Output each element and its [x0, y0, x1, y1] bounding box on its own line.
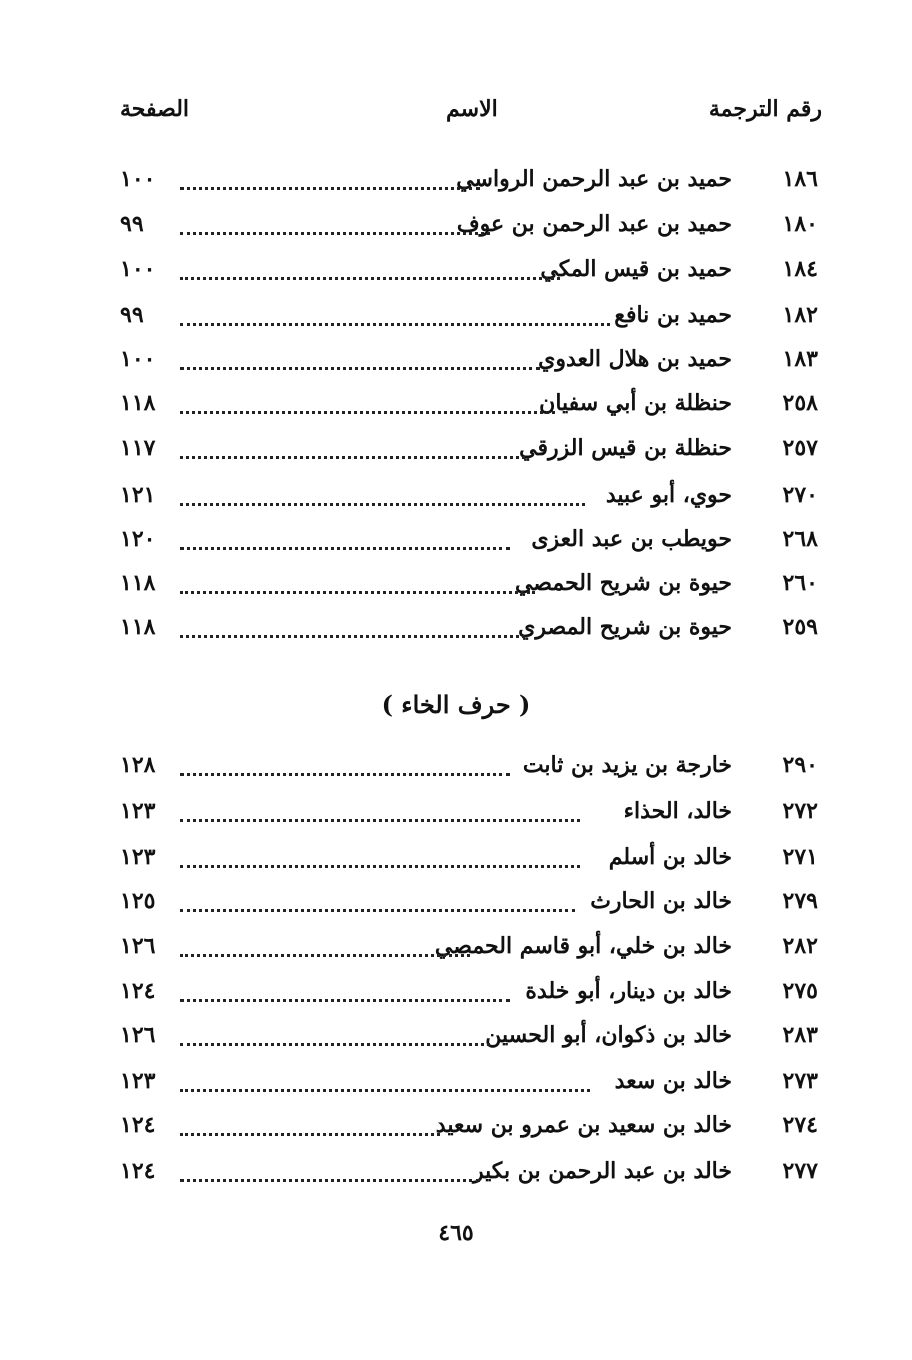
entry-number: ٢٦٨	[782, 526, 818, 552]
entry-page: ١٢٦	[120, 1022, 156, 1048]
entry-name: خالد بن عبد الرحمن بن بكير	[473, 1158, 732, 1184]
index-row	[0, 482, 912, 522]
entry-page: ١٢١	[120, 482, 156, 508]
leader-dots	[180, 769, 510, 776]
entry-page: ١٢٤	[120, 978, 156, 1004]
entry-page: ١١٧	[120, 435, 156, 461]
index-row	[0, 1158, 912, 1198]
entry-page: ١١٨	[120, 390, 156, 416]
entry-name: حميد بن عبد الرحمن الرواسي	[456, 166, 732, 192]
index-row	[0, 1022, 912, 1062]
leader-dots	[180, 1129, 440, 1136]
entry-page: ١٢٣	[120, 844, 156, 870]
entry-number: ١٨٦	[782, 166, 818, 192]
entry-number: ٢٧٩	[782, 888, 818, 914]
entry-page: ١٢٠	[120, 526, 156, 552]
index-row	[0, 570, 912, 610]
entry-number: ٢٧٧	[782, 1158, 818, 1184]
entry-name: حميد بن قيس المكي	[540, 256, 732, 282]
index-row	[0, 1112, 912, 1152]
entry-name: خالد بن ذكوان، أبو الحسين	[485, 1022, 732, 1048]
leader-dots	[180, 273, 560, 280]
entry-name: خالد بن دينار، أبو خلدة	[525, 978, 732, 1004]
index-row	[0, 933, 912, 973]
header-name: الاسم	[446, 96, 498, 122]
entry-page: ١٢٨	[120, 752, 156, 778]
entry-page: ١٢٤	[120, 1112, 156, 1138]
entry-page: ٩٩	[120, 211, 144, 237]
entry-number: ٢٦٠	[782, 570, 818, 596]
leader-dots	[180, 861, 580, 868]
entry-name: خالد بن الحارث	[590, 888, 732, 914]
leader-dots	[180, 363, 540, 370]
leader-dots	[180, 1175, 480, 1182]
entry-number: ٢٧٤	[782, 1112, 818, 1138]
leader-dots	[180, 407, 555, 414]
entry-number: ٢٩٠	[782, 752, 818, 778]
page-number: ٤٦٥	[438, 1220, 474, 1246]
entry-page: ١٠٠	[120, 346, 156, 372]
header-number: رقم الترجمة	[708, 96, 822, 122]
entry-page: ١٠٠	[120, 166, 156, 192]
index-row	[0, 978, 912, 1018]
entry-name: حميد بن نافع	[614, 302, 732, 328]
entry-name: خالد بن أسلم	[608, 844, 732, 870]
index-row	[0, 166, 912, 206]
entry-name: حميد بن هلال العدوي	[538, 346, 732, 372]
index-row	[0, 614, 912, 654]
entry-name: حيوة بن شريح المصري	[518, 614, 732, 640]
header-page: الصفحة	[120, 96, 190, 122]
entry-page: ١٢٤	[120, 1158, 156, 1184]
leader-dots	[180, 815, 580, 822]
entry-number: ٢٧٣	[782, 1068, 818, 1094]
table-header	[0, 96, 912, 136]
leader-dots	[180, 319, 610, 326]
entry-number: ٢٧٥	[782, 978, 818, 1004]
index-row	[0, 302, 912, 342]
leader-dots	[180, 228, 490, 235]
entry-number: ٢٥٨	[782, 390, 818, 416]
index-row	[0, 256, 912, 296]
entry-number: ٢٥٧	[782, 435, 818, 461]
entry-number: ٢٨٣	[782, 1022, 818, 1048]
entry-name: حنظلة بن قيس الزرقي	[519, 435, 732, 461]
leader-dots	[180, 950, 470, 957]
index-row	[0, 752, 912, 792]
entry-page: ١١٨	[120, 570, 156, 596]
index-row	[0, 435, 912, 475]
entry-number: ١٨٢	[782, 302, 818, 328]
entry-name: حويطب بن عبد العزى	[531, 526, 732, 552]
entry-name: خارجة بن يزيد بن ثابت	[522, 752, 732, 778]
entry-name: حميد بن عبد الرحمن بن عوف	[456, 211, 732, 237]
leader-dots	[180, 499, 585, 506]
leader-dots	[180, 631, 525, 638]
leader-dots	[180, 587, 535, 594]
entry-number: ١٨٤	[782, 256, 818, 282]
entry-name: حيوة بن شريح الحمصي	[514, 570, 732, 596]
entry-page: ١٢٦	[120, 933, 156, 959]
entry-name: خالد، الحذاء	[623, 798, 732, 824]
leader-dots	[180, 905, 575, 912]
entry-number: ٢٧٢	[782, 798, 818, 824]
entry-number: ٢٥٩	[782, 614, 818, 640]
leader-dots	[180, 1039, 490, 1046]
index-row	[0, 844, 912, 884]
entry-number: ٢٨٢	[782, 933, 818, 959]
entry-number: ٢٧٠	[782, 482, 818, 508]
leader-dots	[180, 995, 510, 1002]
entry-name: خالد بن سعيد بن عمرو بن سعيد	[435, 1112, 732, 1138]
entry-page: ١٢٥	[120, 888, 156, 914]
index-row	[0, 888, 912, 928]
entry-page: ٩٩	[120, 302, 144, 328]
entry-number: ١٨٣	[782, 346, 818, 372]
entry-number: ٢٧١	[782, 844, 818, 870]
index-row	[0, 1068, 912, 1108]
entry-name: حوي، أبو عبيد	[605, 482, 732, 508]
leader-dots	[180, 183, 480, 190]
index-row	[0, 211, 912, 251]
entry-page: ١٢٣	[120, 1068, 156, 1094]
leader-dots	[180, 1085, 590, 1092]
index-row	[0, 526, 912, 566]
entry-name: خالد بن سعد	[614, 1068, 732, 1094]
index-row	[0, 390, 912, 430]
leader-dots	[180, 452, 525, 459]
index-row	[0, 346, 912, 386]
entry-number: ١٨٠	[782, 211, 818, 237]
entry-name: حنظلة بن أبي سفيان	[539, 390, 732, 416]
entry-page: ١١٨	[120, 614, 156, 640]
index-row	[0, 798, 912, 838]
entry-name: خالد بن خلي، أبو قاسم الحمصي	[434, 933, 732, 959]
section-title: ( حرف الخاء )	[381, 690, 531, 719]
entry-page: ١٠٠	[120, 256, 156, 282]
leader-dots	[180, 543, 510, 550]
entry-page: ١٢٣	[120, 798, 156, 824]
